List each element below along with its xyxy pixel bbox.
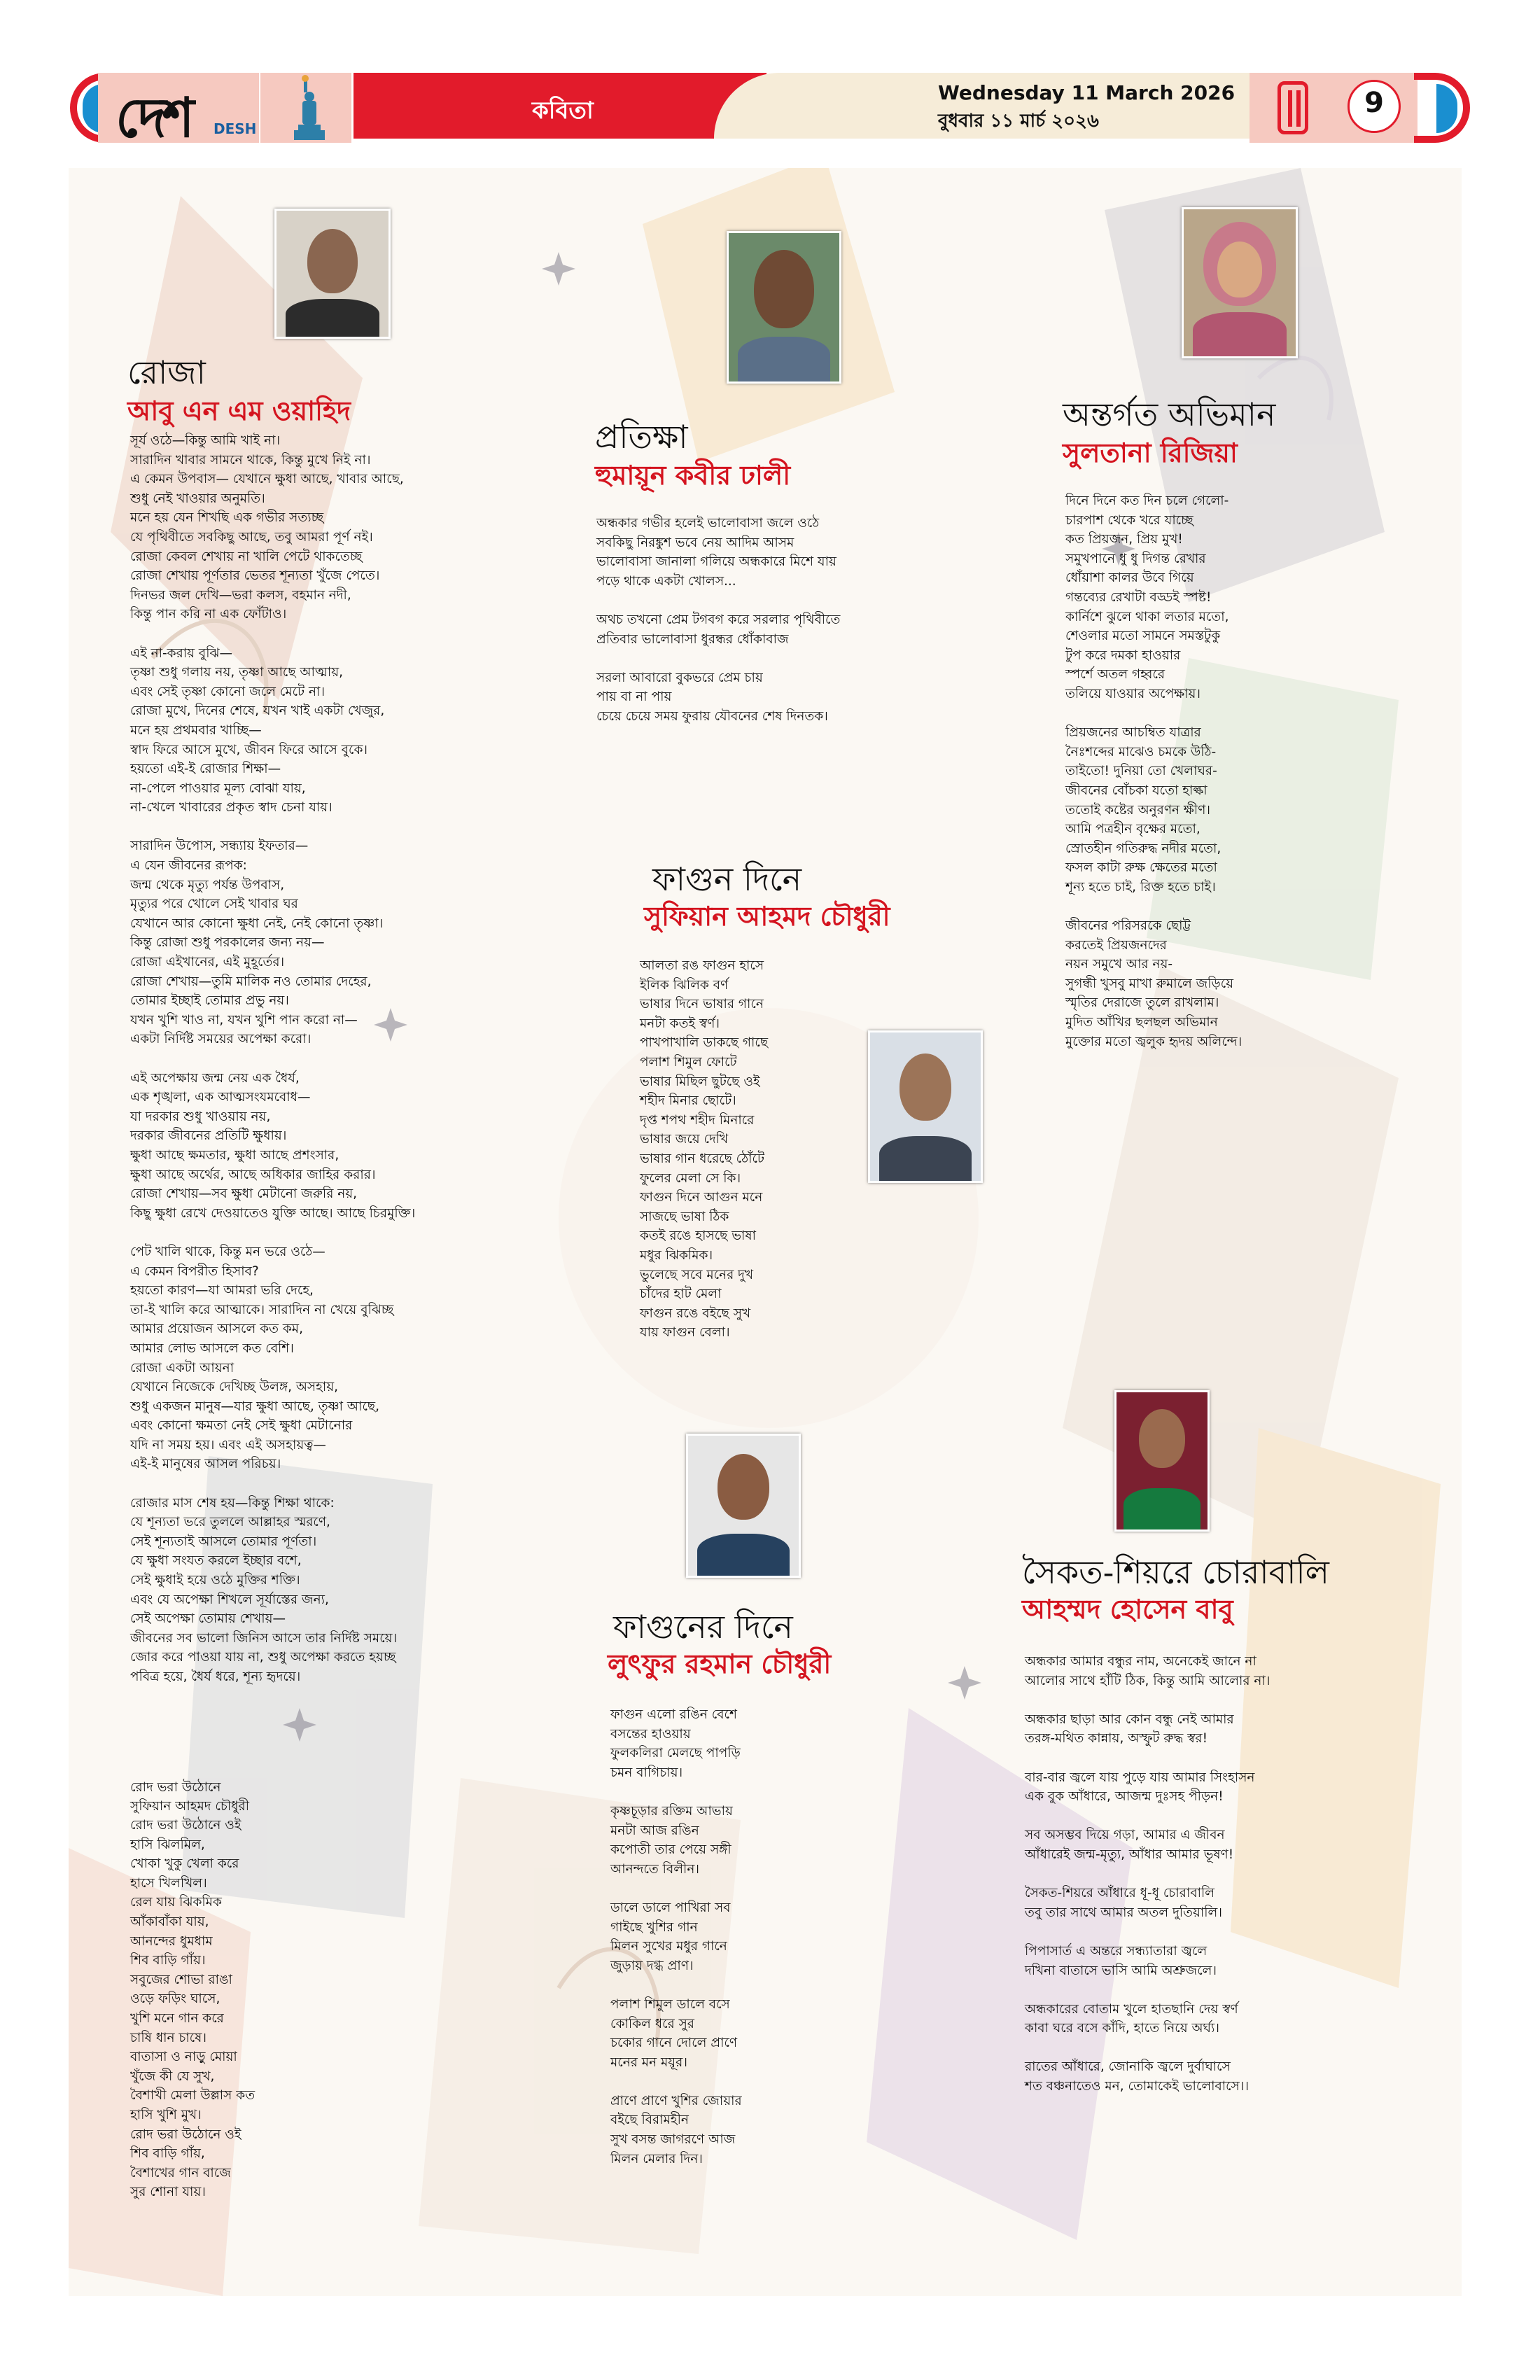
poem-text-ontorgoto-obhiman: দিনে দিনে কত দিন চলে গেলো- চারপাশ থেকে খরে যাচ্ছে কত প্রিয়জন, প্রিয় মুখ! সমুখপানে ধু ধু দিগন্ত রেখার ধোঁয়াশা কালর উবে গিয়ে গন্তব্যের রেখাটা বড্ডই স্পষ্ট! কার্নিশে ঝুলে থাকা লতার মতো, শেওলার মতো সামনে সমস্তটুকু টুপ করে দমকা হাওয়ার স্পর্শে অতল গহ্বরে তলিয়ে যাওয়ার অপেক্ষায়। প্রিয়জনের আচম্বিত যাত্রার নৈঃশব্দের মাঝেও চমকে উঠি- তাইতো! দুনিয়া তো খেলাঘর- জীবনের বোঁচকা যতো হাল্কা ততোই কষ্টের অনুরণন ক্ষীণ। আমি পত্রহীন বৃক্ষের মতো, স্রোতহীন গতিরুদ্ধ নদীর মতো, ফসল কাটা রুক্ষ ক্ষেতের মতো শূন্য হতে চাই, রিক্ত হতে চাই। জীবনের পরিসরকে ছোট্ট করতেই প্রিয়জনদের নয়ন সমুখে আর নয়- সুগন্ধী খুসবু মাখা রুমালে জড়িয়ে স্মৃতির দেরাজে তুলে রাখলাম। মুদিত আঁখির ছলছল অভিমান মুক্তোর মতো জ্বলুক হৃদয় অলিন্দে। [1065, 493, 1242, 1049]
poem-author-fagun-dine: সুফিয়ান আহমদ চৌধুরী [644, 901, 890, 932]
poem-author-ontorgoto-obhiman: সুলতানা রিজিয়া [1063, 438, 1238, 468]
statue-of-liberty-icon [260, 73, 351, 143]
masthead-logo-sub: DESH [214, 120, 257, 137]
poet-photo-sultana-rizia [1182, 207, 1298, 358]
poet-photo-ahmed-hossain-babu [1114, 1390, 1210, 1532]
page-number: 9 [1364, 87, 1384, 119]
gate-icon [1278, 81, 1308, 134]
poem-title-protiksha: প্রতিক্ষা [595, 418, 688, 456]
poem-title-fagun-dine: ফাগুন দিনে [652, 860, 802, 898]
date-bangla: বুধবার ১১ মার্চ ২০২৬ [938, 111, 1099, 132]
date-english: Wednesday 11 March 2026 [938, 81, 1236, 104]
poem-author-rod-bhora-uthone: সুফিয়ান আহমদ চৌধুরী [130, 1799, 250, 1814]
poet-photo-abu-wahid [274, 209, 391, 339]
poem-title-rod-bhora-uthone: রোদ ভরা উঠোনে [130, 1780, 221, 1795]
poem-author-roja: আবু এন এম ওয়াহিদ [127, 396, 351, 426]
poem-author-protiksha: হুমায়ূন কবীর ঢালী [595, 460, 791, 491]
poem-author-faguner-dine: লুৎফুর রহমান চৌধুরী [608, 1648, 832, 1679]
poem-text-rod-bhora-uthone: রোদ ভরা উঠোনে ওই হাসি ঝিলমিল, খোকা খুকু খেলা করে হাসে খিলখিল। রেল যায় ঝিকমিক আঁকাবাঁকা যায়, আনন্দের ধুমধাম শিব বাড়ি গাঁয়। সবুজের শোভা রাঙা ওড়ে ফড়িং ঘাসে, খুশি মনে গান করে চাষি ধান চাষে। বাতাসা ও নাড়ু মোয়া খুঁজে কী যে সুখ, বৈশাখী মেলা উল্লাস কত হাসি খুশি মুখ। রোদ ভরা উঠোনে ওই শিব বাড়ি গাঁয়, বৈশাখের গান বাজে সুর শোনা যায়। [130, 1818, 255, 2200]
poem-title-ontorgoto-obhiman: অন্তর্গত অভিমান [1063, 396, 1276, 433]
poem-text-protiksha: অন্ধকার গভীর হলেই ভালোবাসা জলে ওঠে সবকিছু নিরঙ্কুশ ভবে নেয় আদিম আসম ভালোবাসা জানালা গলিয়ে অন্ধকারে মিশে যায় পড়ে থাকে একটা খোলস... অথচ তখনো প্রেম টগবগ করে সরলার পৃথিবীতে প্রতিবার ভালোবাসা ধুরন্ধর ধোঁকাবাজ সরলা আবারো বুকভরে প্রেম চায় পায় বা না পায় চেয়ে চেয়ে সময় ফুরায় যৌবনের শেষ দিনতক। [596, 516, 841, 724]
section-label: কবিতা [532, 97, 594, 125]
poet-photo-humayun-dhali [727, 231, 841, 384]
poem-title-faguner-dine: ফাগুনের দিনে [613, 1608, 793, 1646]
content-panel [69, 168, 1462, 2296]
poem-title-roja: রোজা [127, 354, 206, 391]
poem-text-fagun-dine: আলতা রঙ ফাগুন হাসে ইলিক ঝিলিক বর্ণ ভাষার দিনে ভাষার গানে মনটা কতই স্বর্ণ। পাখপাখালি ডাকছে গাছে পলাশ শিমুল ফোটে ভাষার মিছিল ছুটছে ওই শহীদ মিনার ছোটে। দৃপ্ত শপথ শহীদ মিনারে ভাষার জয়ে দেখি ভাষার গান ধরেছে ঠোঁটে ফুলের মেলা সে কি। ফাগুন দিনে আগুন মনে সাজছে ভাষা ঠিক কতই রঙে হাসছে ভাষা মধুর ঝিকমিক। ভুলেছে সবে মনের দুখ চাঁদের হাট মেলা ফাগুন রঙে বইছে সুখ যায় ফাগুন বেলা। [640, 958, 769, 1340]
masthead-logo: দেশ [115, 87, 190, 150]
page-header [0, 0, 1540, 154]
poem-text-faguner-dine: ফাগুন এলো রঙিন বেশে বসন্তের হাওয়ায় ফুলকলিরা মেলছে পাপড়ি চমন বাগিচায়। কৃষ্ণচূড়ার রক্তিম আভায় মনটা আজ রঙিন কপোতী তার পেয়ে সঙ্গী আনন্দতে বিলীন। ডালে ডালে পাখিরা সব গাইছে খুশির গান মিলন সুখের মধুর গানে জুড়ায় দগ্ধ প্রাণ। পলাশ শিমুল ডালে বসে কোকিল ধরে সুর চকোর গানে দোলে প্রাণে মনের মন ময়ূর। প্রাণে প্রাণে খুশির জোয়ার বইছে বিরামহীন সুখ বসন্ত জাগরণে আজ মিলন মেলার দিন। [610, 1707, 742, 2166]
poem-title-soikot-shiyore: সৈকত-শিয়রে চোরাবালি [1022, 1553, 1329, 1591]
poem-text-soikot-shiyore: অন্ধকার আমার বন্ধুর নাম, অনেকেই জানে না আলোর সাথে হাঁটি ঠিক, কিন্তু আমি আলোর না। অন্ধকার ছাড়া আর কোন বন্ধু নেই আমার তরঙ্গ-মথিত কান্নায়, অস্ফুট রুদ্ধ স্বর! বার-বার জ্বলে যায় পুড়ে যায় আমার সিংহাসন এক বুক আঁধারে, আজন্ম দুঃসহ পীড়ন! সব অসম্ভব দিয়ে গড়া, আমার এ জীবন আঁধারেই জন্ম-মৃত্যু, আঁধার আমার ভূষণ! সৈকত-শিয়রে আঁধারে ধূ-ধূ চোরাবালি তবু তার সাথে আমার অতল দুতিয়ালি। পিপাসার্ত এ অন্তরে সন্ধ্যাতারা জ্বলে দখিনা বাতাসে ভাসি আমি অশ্রুজলে। অন্ধকারের বোতাম খুলে হাতছানি দেয় স্বর্ণ কাবা ঘরে বসে কাঁদি, হাতে নিয়ে অর্ঘ্য। রাতের আঁধারে, জোনাকি জ্বলে দুর্বাঘাসে শত বঞ্চনাতেও মন, তোমাকেই ভালোবাসে।। [1025, 1654, 1270, 2094]
poet-photo-lutfur-rahman [686, 1434, 801, 1578]
poem-author-soikot-shiyore: আহম্মদ হোসেন বাবু [1022, 1594, 1233, 1625]
poet-photo-sufian-chowdhury [868, 1030, 983, 1183]
poem-text-roja: সূর্য ওঠে—কিন্তু আমি খাই না। সারাদিন খাবার সামনে থাকে, কিন্তু মুখে নিই না। এ কেমন উপবাস— যেখানে ক্ষুধা আছে, খাবার আছে, শুধু নেই খাওয়ার অনুমতি। মনে হয় যেন শিখছি এক গভীর সত্যচ্ছ যে পৃথিবীতে সবকিছু আছে, তবু আমরা পূর্ণ নই। রোজা কেবল শেখায় না খালি পেটে থাকতেচ্ছ রোজা শেখায় পূর্ণতার ভেতর শূন্যতা খুঁজে পেতে। দিনভর জল দেখি—ভরা কলস, বহমান নদী, কিন্তু পান করি না এক ফোঁটাও। এই না-করায় বুঝি— তৃষ্ণা শুধু গলায় নয়, তৃষ্ণা আছে আত্মায়, এবং সেই তৃষ্ণা কোনো জলে মেটে না। রোজা মুখে, দিনের শেষে, যখন খাই একটা খেজুর, মনে হয় প্রথমবার খাচ্ছি— স্বাদ ফিরে আসে মুখে, জীবন ফিরে আসে বুকে। হয়তো এই-ই রোজার শিক্ষা— না-পেলে পাওয়ার মূল্য বোঝা যায়, না-খেলে খাবারের প্রকৃত স্বাদ চেনা যায়। সারাদিন উপোস, সন্ধ্যায় ইফতার— এ যেন জীবনের রূপক: জন্ম থেকে মৃত্যু পর্যন্ত উপবাস, মৃত্যুর পরে খোলে সেই খাবার ঘর যেখানে আর কোনো ক্ষুধা নেই, নেই কোনো তৃষ্ণা। কিন্তু রোজা শুধু পরকালের জন্য নয়— রোজা এইখানের, এই মুহূর্তের। রোজা শেখায়—তুমি মালিক নও তোমার দেহের, তোমার ইচ্ছাই তোমার প্রভু নয়। যখন খুশি খাও না, যখন খুশি পান করো না— একটা নির্দিষ্ট সময়ের অপেক্ষা করো। এই অপেক্ষায় জন্ম নেয় এক ধৈর্য, এক শৃঙ্খলা, এক আত্মসংযমবোধ— যা দরকার শুধু খাওয়ায় নয়, দরকার জীবনের প্রতিটি ক্ষুধায়। ক্ষুধা আছে ক্ষমতার, ক্ষুধা আছে প্রশংসার, ক্ষুধা আছে অর্থের, আছে অধিকার জাহির করার। রোজা শেখায়—সব ক্ষুধা মেটানো জরুরি নয়, কিছু ক্ষুধা রেখে দেওয়াতেও যুক্তি আছে। আছে চিরমুক্তি। পেট খালি থাকে, কিন্তু মন ভরে ওঠে— এ কেমন বিপরীত হিসাব? হয়তো কারণ—যা আমরা ভরি দেহে, তা-ই খালি করে আত্মাকে। সারাদিন না খেয়ে বুঝিচ্ছ আমার প্রয়োজন আসলে কত কম, আমার লোভ আসলে কত বেশি। রোজা একটা আয়না যেখানে নিজেকে দেখিচ্ছ উলঙ্গ, অসহায়, শুধু একজন মানুষ—যার ক্ষুধা আছে, তৃষ্ণা আছে, এবং কোনো ক্ষমতা নেই সেই ক্ষুধা মেটানোর যদি না সময় হয়। এবং এই অসহায়ত্ব— এই-ই মানুষের আসল পরিচয়। রোজার মাস শেষ হয়—কিন্তু শিক্ষা থাকে: যে শূন্যতা ভরে তুললে আল্লাহর স্মরণে, সেই শূন্যতাই আসলে তোমার পূর্ণতা। যে ক্ষুধা সংযত করলে ইচ্ছার বশে, সেই ক্ষুধাই হয়ে ওঠে মুক্তির শক্তি। এবং যে অপেক্ষা শিখলে সূর্যাস্তের জন্য, সেই অপেক্ষা তোমায় শেখায়— জীবনের সব ভালো জিনিস আসে তার নির্দিষ্ট সময়ে। জোর করে পাওয়া যায় না, শুধু অপেক্ষা করতে হয়চ্ছ পবিত্র হয়ে, ধৈর্য ধরে, শূন্য হৃদয়ে। [130, 433, 416, 1684]
